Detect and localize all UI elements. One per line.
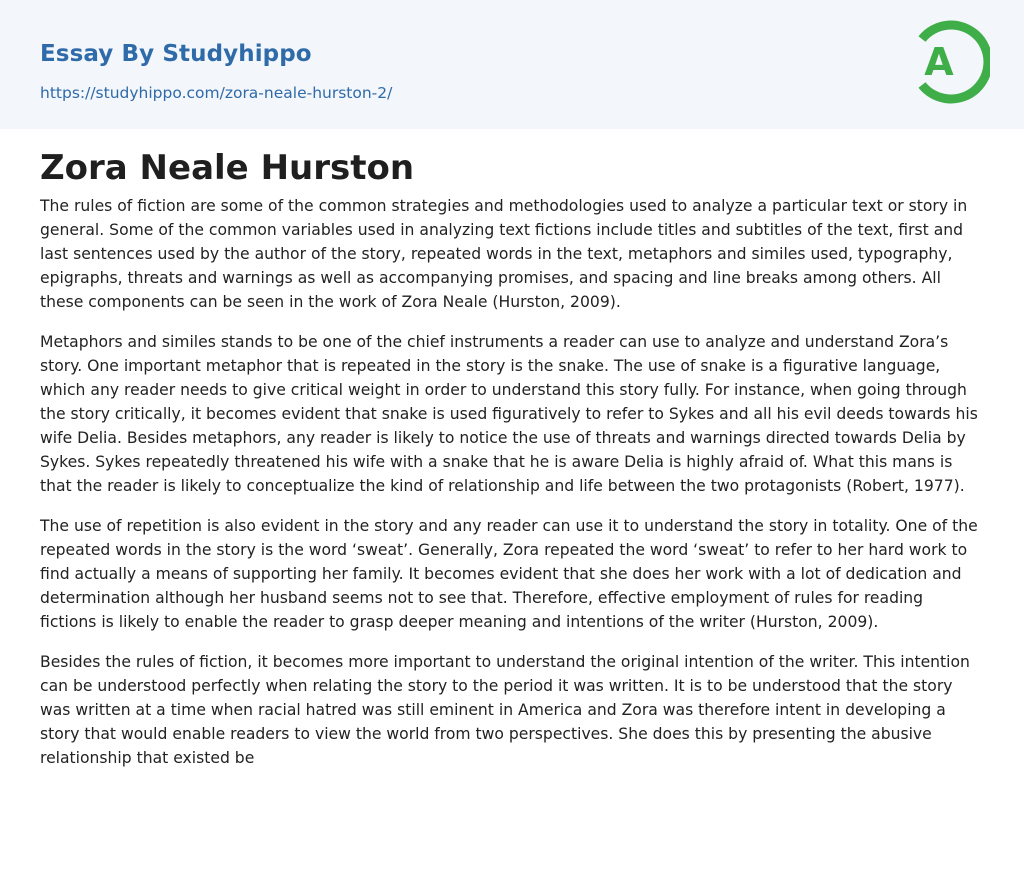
brand-title[interactable]: Essay By Studyhippo	[40, 41, 312, 67]
article-paragraph: Besides the rules of fiction, it becomes more important to understand the original intention of the writer. This intention can be understood perfectly when relating the story to the period it was written. It is to be understood that the story was written at a time when racial hatred was still eminent in America and Zora was therefore intent in developing a story that would enable readers to view the world from two perspectives. She does this by presenting the abusive relationship that existed be	[40, 653, 970, 767]
logo-letter: A	[924, 40, 954, 84]
article-paragraph: The rules of fiction are some of the common strategies and methodologies used to analyze a particular text or story in general. Some of the common variables used in analyzing text fictions include titles and subtitles of the text, first and last sentences used by the author of the story, repeated words in the text, metaphors and similes used, typography, epigraphs, threats and warnings as well as accompanying promises, and spacing and line breaks among others. All these components can be seen in the work of Zora Neale (Hurston, 2009).	[40, 197, 968, 311]
article	[40, 146, 984, 786]
article-title: Zora Neale Hurston	[40, 148, 415, 188]
site-header	[0, 0, 1024, 129]
article-paragraph: The use of repetition is also evident in the story and any reader can use it to understand the story in totality. One of the repeated words in the story is the word ‘sweat’. Generally, Zora repeated the word ‘sweat’ to refer to her hard work to find actually a means of supporting her family. It becomes evident that she does her work with a lot of dedication and determination although her husband seems not to see that. Therefore, effective employment of rules for reading fictions is likely to enable the reader to grasp deeper meaning and intentions of the writer (Hurston, 2009).	[40, 517, 978, 631]
studyhippo-logo-icon[interactable]	[910, 17, 990, 107]
page-url-link[interactable]: https://studyhippo.com/zora-neale-hurston-2/	[40, 84, 393, 102]
article-paragraph: Metaphors and similes stands to be one of the chief instruments a reader can use to analyze and understand Zora’s story. One important metaphor that is repeated in the story is the snake. The use of snake is a figurative language, which any reader needs to give critical weight in order to understand this story fully. For instance, when going through the story critically, it becomes evident that snake is used figuratively to refer to Sykes and all his evil deeds towards his wife Delia. Besides metaphors, any reader is likely to notice the use of threats and warnings directed towards Delia by Sykes. Sykes repeatedly threatened his wife with a snake that he is aware Delia is highly afraid of. What this mans is that the reader is likely to conceptualize the kind of relationship and life between the two protagonists (Robert, 1977).	[40, 333, 978, 495]
